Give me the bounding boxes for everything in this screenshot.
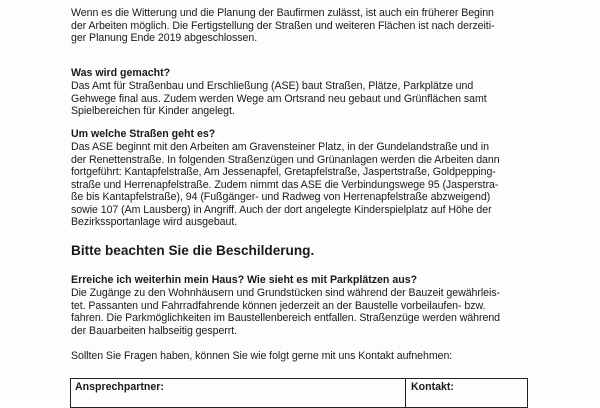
streets-line: ße bis Kantapfelstraße), 94 (Fußgänger- und Radweg von Herrenapfelstraße abzweigend) xyxy=(71,191,491,203)
contact-table xyxy=(70,378,528,408)
work-paragraph xyxy=(71,80,541,118)
streets-line: sowie 107 (Am Lausberg) in Angriff. Auch der dort angelegte Kinderspielplatz auf Höhe der xyxy=(71,203,492,216)
intro-paragraph xyxy=(71,7,541,45)
contact-person-header: Ansprechpartner: xyxy=(75,381,164,393)
streets-line: der Renettenstraße. In folgenden Straßenzügen und Grünanlagen werden die Arbeiten dann xyxy=(71,153,500,166)
access-line: Die Zugänge zu den Wohnhäusern und Grundstücken sind während der Bauzeit gewährleis- xyxy=(71,287,501,299)
table-divider xyxy=(405,379,406,407)
streets-paragraph xyxy=(71,141,541,229)
access-line: der Bauarbeiten halbseitig gesperrt. xyxy=(71,324,238,337)
contact-intro: Sollten Sie Fragen haben, können Sie wie folgt gerne mit uns Kontakt aufnehmen: xyxy=(71,350,453,362)
contact-info-header: Kontakt: xyxy=(411,381,454,393)
work-line: Spielbereichen für Kinder angelegt. xyxy=(71,105,235,117)
notice-beschilderung: Bitte beachten Sie die Beschilderung. xyxy=(71,243,315,258)
access-line: fahren. Die Parkmöglichkeiten im Baustellenbereich entfallen. Straßenzüge werden während xyxy=(71,312,501,324)
intro-line: Wenn es die Witterung und die Planung der Baufirmen zulässt, ist auch ein früherer Beginn xyxy=(71,7,494,19)
heading-welche-strassen: Um welche Straßen geht es? xyxy=(71,128,216,140)
work-line: Das Amt für Straßenbau und Erschließung (ASE) baut Straßen, Plätze, Parkplätze und xyxy=(71,80,474,92)
heading-erreiche-haus: Erreiche ich weiterhin mein Haus? Wie sieht es mit Parkplätzen aus? xyxy=(71,274,418,286)
intro-line: der Arbeiten möglich. Die Fertigstellung der Straßen und weiteren Flächen ist nach derzeiti- xyxy=(71,19,495,32)
work-line: Gehwege final aus. Zudem werden Wege am Ortsrand neu gebaut und Grünflächen samt xyxy=(71,92,487,105)
streets-line: fortgeführt: Kantapfelstraße, Am Jessenapfel, Gretapfelstraße, Jaspertstraße, Goldpepping- xyxy=(71,166,496,178)
streets-line: straße und Herrenapfelstraße. Zudem nimmt das ASE die Verbindungswege 95 (Jasperstra- xyxy=(71,178,499,191)
access-line: tet. Passanten und Fahrradfahrende können jederzeit an der Baustelle vorbeilaufen- bzw. xyxy=(71,299,486,312)
heading-was-wird-gemacht: Was wird gemacht? xyxy=(71,67,171,79)
streets-line: Bezirkssportanlage wird ausgebaut. xyxy=(71,216,238,228)
intro-line: ger Planung Ende 2019 abgeschlossen. xyxy=(71,32,258,44)
access-paragraph xyxy=(71,287,541,337)
streets-line: Das ASE beginnt mit den Arbeiten am Gravensteiner Platz, in der Gundelandstraße und in xyxy=(71,141,489,153)
